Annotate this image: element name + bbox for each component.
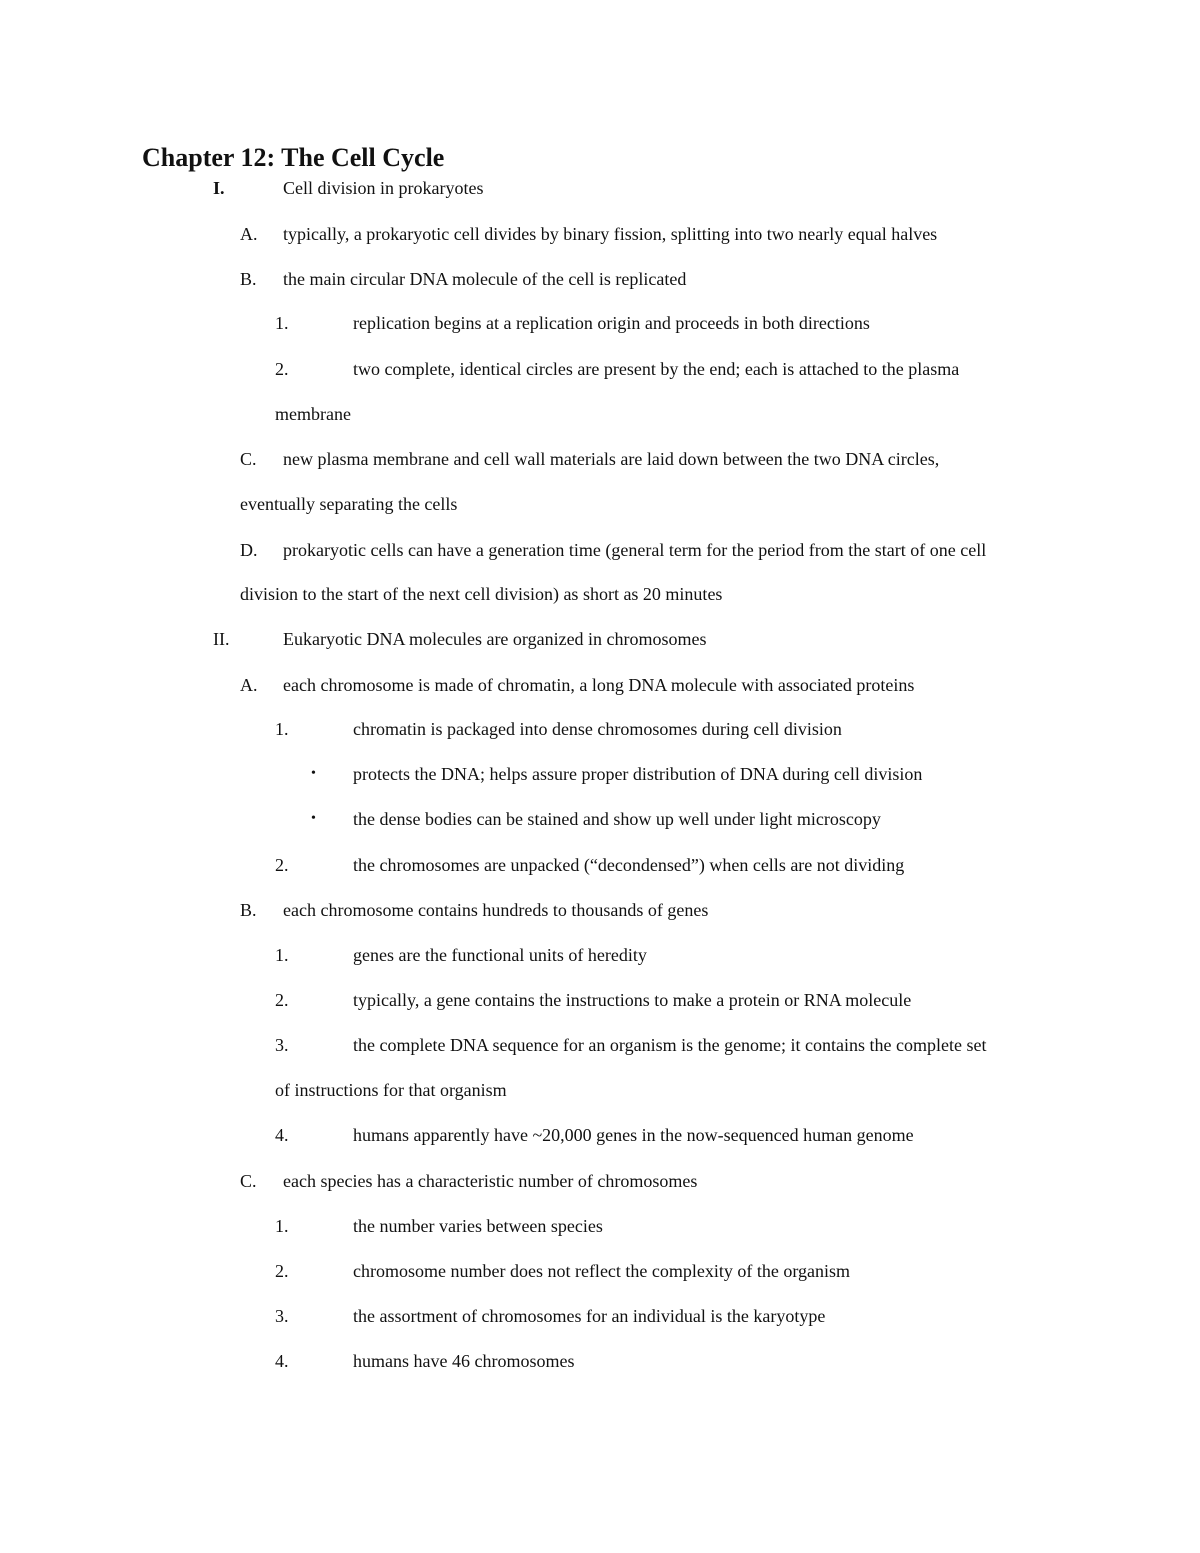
outline-label: 1. xyxy=(275,313,289,333)
outline-item: the chromosomes are unpacked (“decondensed”) when cells are not dividing xyxy=(353,855,905,875)
bullet-item: the dense bodies can be stained and show up well under light microscopy xyxy=(353,809,881,829)
outline-label: D. xyxy=(240,540,258,560)
outline-item: the complete DNA sequence for an organism is the genome; it contains the complete set xyxy=(353,1035,987,1055)
outline-item: humans apparently have ~20,000 genes in the now-sequenced human genome xyxy=(353,1125,914,1145)
outline-item: typically, a prokaryotic cell divides by binary fission, splitting into two nearly equal halves xyxy=(283,224,938,244)
outline-label: C. xyxy=(240,1171,257,1191)
outline-label: 2. xyxy=(275,1261,289,1281)
outline-item: replication begins at a replication origin and proceeds in both directions xyxy=(353,313,870,333)
outline-item: chromatin is packaged into dense chromosomes during cell division xyxy=(353,719,842,739)
outline-label: A. xyxy=(240,224,258,244)
outline-item: the assortment of chromosomes for an individual is the karyotype xyxy=(353,1306,826,1326)
outline-item: each chromosome contains hundreds to thousands of genes xyxy=(283,900,709,920)
outline-item: prokaryotic cells can have a generation time (general term for the period from the start of one cell xyxy=(283,540,987,560)
section-numeral: I. xyxy=(213,178,225,198)
outline-item: each chromosome is made of chromatin, a long DNA molecule with associated proteins xyxy=(283,675,915,695)
outline-item-continuation: membrane xyxy=(275,404,351,424)
outline-label: 1. xyxy=(275,719,289,739)
bullet-icon: • xyxy=(311,811,316,826)
outline-label: B. xyxy=(240,900,257,920)
outline-item: humans have 46 chromosomes xyxy=(353,1351,575,1371)
outline-item: genes are the functional units of heredity xyxy=(353,945,647,965)
section-numeral: II. xyxy=(213,629,230,649)
section-heading: Eukaryotic DNA molecules are organized in chromosomes xyxy=(283,629,707,649)
outline-item: new plasma membrane and cell wall materials are laid down between the two DNA circles, xyxy=(283,449,940,469)
outline-item: the main circular DNA molecule of the cell is replicated xyxy=(283,269,687,289)
outline-label: B. xyxy=(240,269,257,289)
outline-label: 3. xyxy=(275,1035,289,1055)
outline-label: C. xyxy=(240,449,257,469)
bullet-icon: • xyxy=(311,766,316,781)
outline-item-continuation: eventually separating the cells xyxy=(240,494,458,514)
outline-label: 2. xyxy=(275,990,289,1010)
outline-label: 2. xyxy=(275,359,289,379)
section-heading: Cell division in prokaryotes xyxy=(283,178,484,198)
outline-item: chromosome number does not reflect the complexity of the organism xyxy=(353,1261,851,1281)
outline-label: 4. xyxy=(275,1351,289,1371)
outline-label: 1. xyxy=(275,1216,289,1236)
bullet-item: protects the DNA; helps assure proper distribution of DNA during cell division xyxy=(353,764,923,784)
outline-item: typically, a gene contains the instructions to make a protein or RNA molecule xyxy=(353,990,912,1010)
outline-item: two complete, identical circles are present by the end; each is attached to the plasma xyxy=(353,359,960,379)
page-title: Chapter 12: The Cell Cycle xyxy=(142,143,445,172)
outline-label: 1. xyxy=(275,945,289,965)
outline-label: A. xyxy=(240,675,258,695)
outline-label: 3. xyxy=(275,1306,289,1326)
outline-item: the number varies between species xyxy=(353,1216,603,1236)
outline-item: each species has a characteristic number of chromosomes xyxy=(283,1171,698,1191)
outline-label: 4. xyxy=(275,1125,289,1145)
outline-label: 2. xyxy=(275,855,289,875)
outline-item-continuation: of instructions for that organism xyxy=(275,1080,507,1100)
outline-item-continuation: division to the start of the next cell division) as short as 20 minutes xyxy=(240,584,723,604)
